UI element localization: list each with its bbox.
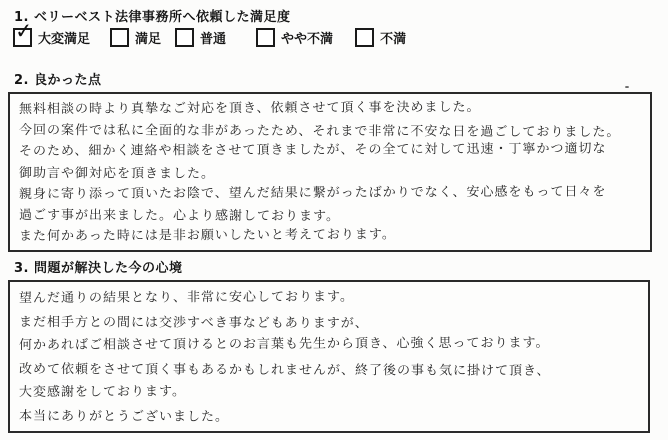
handwritten-line: 親身に寄り添って頂いたお陰で、望んだ結果に繋がったばかりでなく、安心感をもって日々を [18, 184, 607, 202]
satisfaction-options-row [13, 18, 407, 47]
option-dissatisfied[interactable] [355, 28, 406, 47]
option-somewhat-dissatisfied[interactable] [256, 28, 333, 47]
option-dissatisfied-label: 不満 [380, 32, 407, 47]
question-3-title: 3. 問題が解決した今の心境 [14, 261, 183, 276]
question-1-title: 1. ベリーベスト法律事務所へ依頼した満足度 [14, 10, 291, 25]
handwritten-line: 本当にありがとうございました。 [18, 408, 230, 425]
option-very-satisfied-label: 大変満足 [38, 32, 91, 47]
option-very-satisfied[interactable] [13, 18, 91, 47]
handwritten-line: 望んだ通りの結果となり、非常に安心しております。 [18, 289, 354, 306]
question-3-answer-box [8, 280, 650, 433]
option-satisfied[interactable] [110, 28, 161, 47]
checkbox-dissatisfied[interactable] [355, 28, 374, 47]
checkbox-very-satisfied[interactable] [13, 18, 34, 47]
checkbox-satisfied[interactable] [110, 28, 129, 47]
handwritten-line: 改めて依頼をさせて頂く事もあるかもしれませんが、終了後の事も気に掛けて頂き、 [18, 361, 551, 379]
checkbox-somewhat-dissatisfied[interactable] [256, 28, 275, 47]
handwritten-line: 御助言や御対応を頂きました。 [18, 165, 216, 182]
check-mark-icon: ✓ [14, 18, 34, 44]
handwritten-line: 今回の案件では私に全面的な非があったため、それまで非常に不安な日を過ごしておりました。 [18, 123, 621, 141]
question-2-title: 2. 良かった点 [14, 73, 102, 88]
option-neutral[interactable] [175, 28, 226, 47]
handwritten-line: まだ相手方との間には交渉すべき事などもありますが、 [18, 314, 369, 331]
handwritten-line: 無料相談の時より真摯なご対応を頂き、依頼させて頂く事を決めました。 [18, 99, 481, 117]
question-2-answer-box [8, 92, 652, 252]
handwritten-line: そのため、細かく連絡や相談をさせて頂きましたが、その全てに対して迅速・丁寧かつ適切な [18, 141, 607, 160]
checkbox-neutral[interactable] [175, 28, 194, 47]
handwritten-line: 過ごす事が出来ました。心より感謝しております。 [18, 208, 340, 225]
option-somewhat-dissatisfied-label: やや不満 [281, 32, 334, 47]
handwritten-line: 何かあればご相談させて頂けるとのお言葉も先生から頂き、心強く思っております。 [18, 335, 550, 353]
option-satisfied-label: 満足 [135, 32, 162, 47]
option-neutral-label: 普通 [200, 32, 227, 47]
handwritten-line: また何かあった時には是非お願いしたいと考えております。 [18, 227, 396, 245]
handwritten-line: 大変感謝をしております。 [18, 384, 186, 400]
scan-artifact-dot [625, 86, 629, 88]
